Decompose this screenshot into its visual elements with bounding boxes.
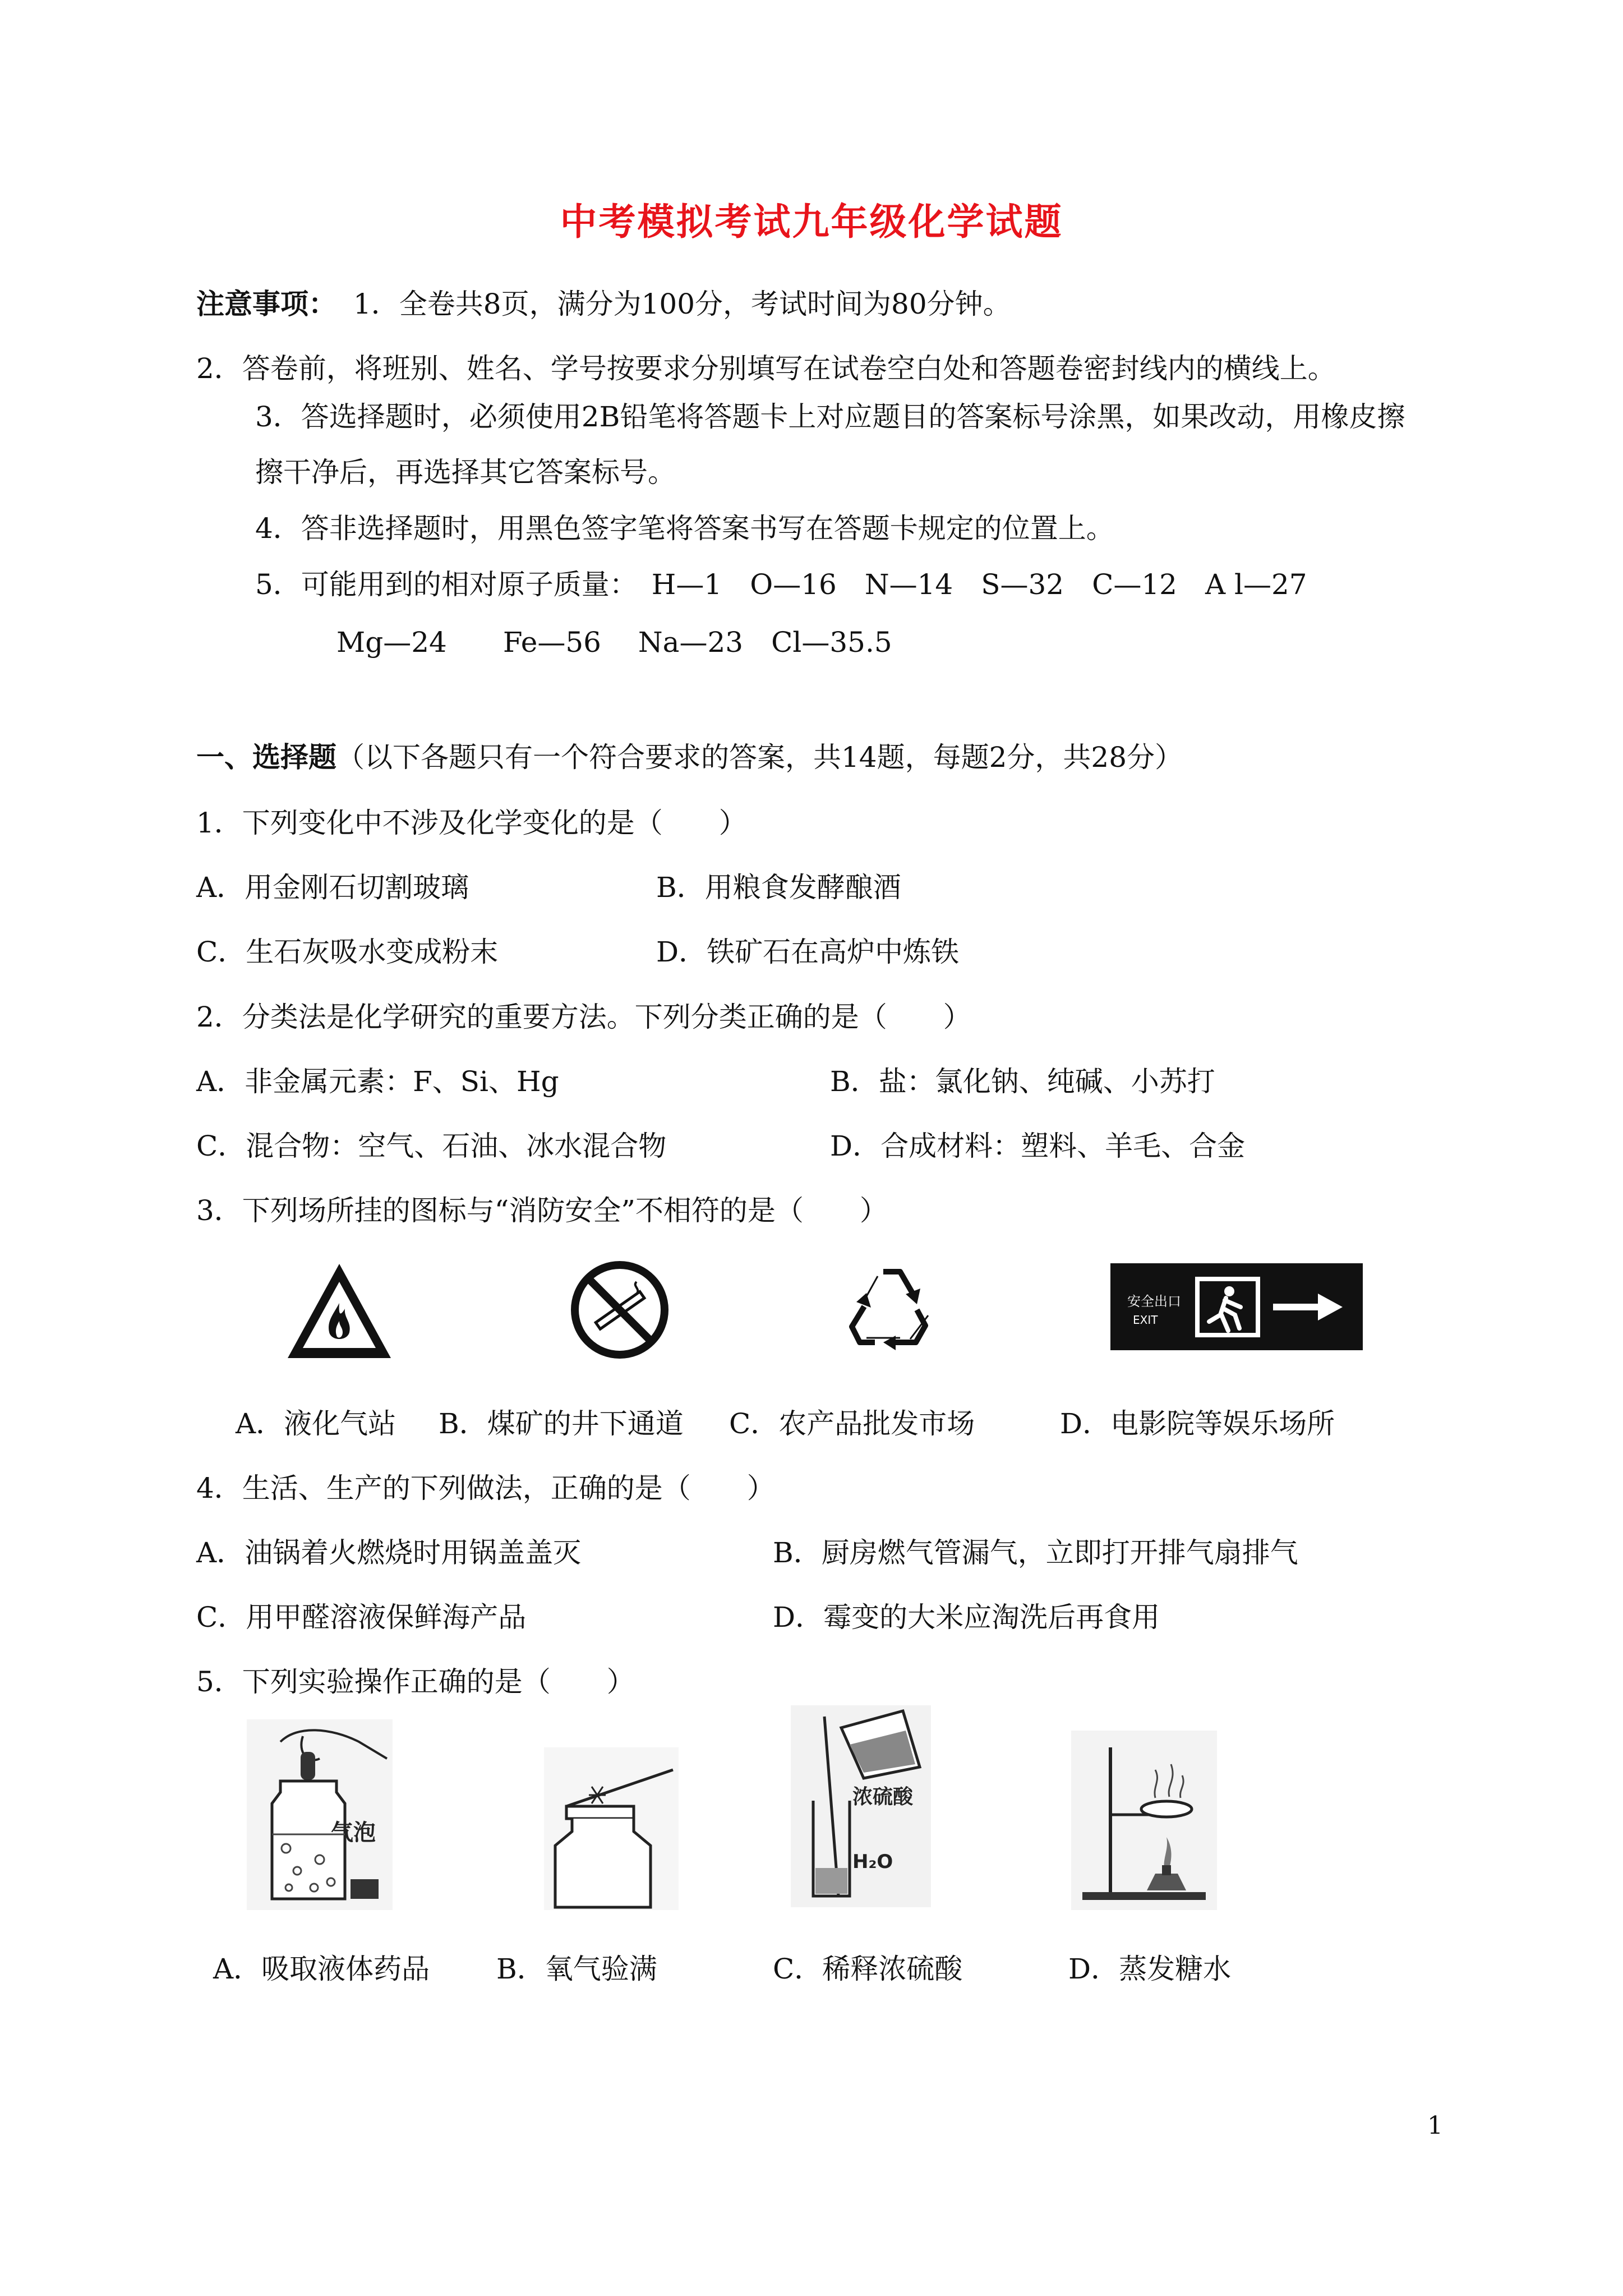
- exit-sign-cn-text: 安全出口: [1127, 1294, 1181, 1309]
- question-3-stem: 3．下列场所挂的图标与“消防安全”不相符的是（ ）: [196, 1194, 888, 1227]
- q2-option-a: A．非金属元素：F、Si、Hg: [196, 1065, 559, 1098]
- section-heading: [196, 740, 1183, 774]
- warning-flammable-sign-icon: [283, 1259, 395, 1363]
- section-title: 一、选择题: [196, 740, 336, 774]
- q4-option-a: A．油锅着火燃烧时用锅盖盖灭: [196, 1536, 582, 1569]
- acid-label: 浓硫酸: [852, 1786, 914, 1809]
- exit-sign-en-text: EXIT: [1133, 1313, 1158, 1327]
- oxygen-test-bottle-figure: [544, 1747, 679, 1910]
- q5-option-a: A．吸取液体药品: [213, 1953, 430, 1985]
- q1-option-d: D．铁矿石在高炉中炼铁: [656, 936, 960, 968]
- q3-option-c: C．农产品批发市场: [729, 1407, 975, 1440]
- evaporation-setup-figure: [1071, 1731, 1217, 1910]
- q5-option-b: B．氧气验满: [496, 1953, 657, 1985]
- q1-option-a: A．用金刚石切割玻璃: [196, 871, 469, 904]
- recycle-sign-icon: [844, 1259, 939, 1358]
- q3-option-d: D．电影院等娱乐场所: [1060, 1407, 1335, 1440]
- q5-option-d: D．蒸发糖水: [1068, 1953, 1232, 1985]
- q1-option-c: C．生石灰吸水变成粉末: [196, 936, 499, 968]
- note-item: 4．答非选择题时，用黑色签字笔将答案书写在答题卡规定的位置上。: [255, 512, 1114, 545]
- q3-option-a: A．液化气站: [236, 1407, 396, 1440]
- q4-option-c: C．用甲醛溶液保鲜海产品: [196, 1601, 527, 1634]
- question-5-stem: 5．下列实验操作正确的是（ ）: [196, 1665, 635, 1698]
- q1-option-b: B．用粮食发酵酿酒: [656, 871, 901, 904]
- note-item: 1．全卷共8页，满分为100分，考试时间为80分钟。: [353, 288, 1011, 320]
- exam-title: 中考模拟考试九年级化学试题: [560, 200, 1063, 243]
- q2-option-c: C．混合物：空气、石油、冰水混合物: [196, 1130, 667, 1162]
- q4-option-d: D．霉变的大米应淘洗后再食用: [773, 1601, 1160, 1634]
- notes-line-1: [196, 287, 1011, 321]
- notes-label: 注意事项：: [196, 287, 336, 320]
- page-number: 1: [1427, 2111, 1443, 2140]
- question-1-stem: 1．下列变化中不涉及化学变化的是（ ）: [196, 807, 747, 839]
- question-4-stem: 4．生活、生产的下列做法，正确的是（ ）: [196, 1472, 775, 1504]
- note-item: Mg—24 Fe—56 Na—23 Cl—35.5: [336, 626, 892, 659]
- q2-option-b: B．盐：氯化钠、纯碱、小苏打: [830, 1065, 1215, 1098]
- note-item: 3．答选择题时，必须使用2B铅笔将答题卡上对应题目的答案标号涂黑，如果改动，用橡皮擦: [255, 401, 1405, 433]
- note-item: 5．可能用到的相对原子质量： H—1 O—16 N—14 S—32 C—12 A l—27: [255, 568, 1307, 601]
- safety-exit-sign-icon: [1110, 1263, 1363, 1350]
- q5-option-c: C．稀释浓硫酸: [773, 1953, 963, 1985]
- q4-option-b: B．厨房燃气管漏气，立即打开排气扇排气: [773, 1536, 1298, 1569]
- bubble-label: 气泡: [331, 1820, 376, 1846]
- water-label: H₂O: [852, 1851, 893, 1873]
- q2-option-d: D．合成材料：塑料、羊毛、合金: [830, 1130, 1246, 1162]
- question-2-stem: 2．分类法是化学研究的重要方法。下列分类正确的是（ ）: [196, 1001, 971, 1033]
- note-item: 擦干净后，再选择其它答案标号。: [255, 456, 676, 489]
- no-smoking-sign-icon: [569, 1259, 670, 1360]
- q3-option-b: B．煤矿的井下通道: [439, 1407, 684, 1440]
- dropper-in-bottle-figure: [247, 1719, 393, 1910]
- section-description: （以下各题只有一个符合要求的答案，共14题，每题2分，共28分）: [336, 741, 1183, 774]
- note-item: 2．答卷前，将班别、姓名、学号按要求分别填写在试卷空白处和答题卷密封线内的横线上。: [196, 352, 1336, 385]
- dilute-sulfuric-acid-figure: [791, 1705, 931, 1907]
